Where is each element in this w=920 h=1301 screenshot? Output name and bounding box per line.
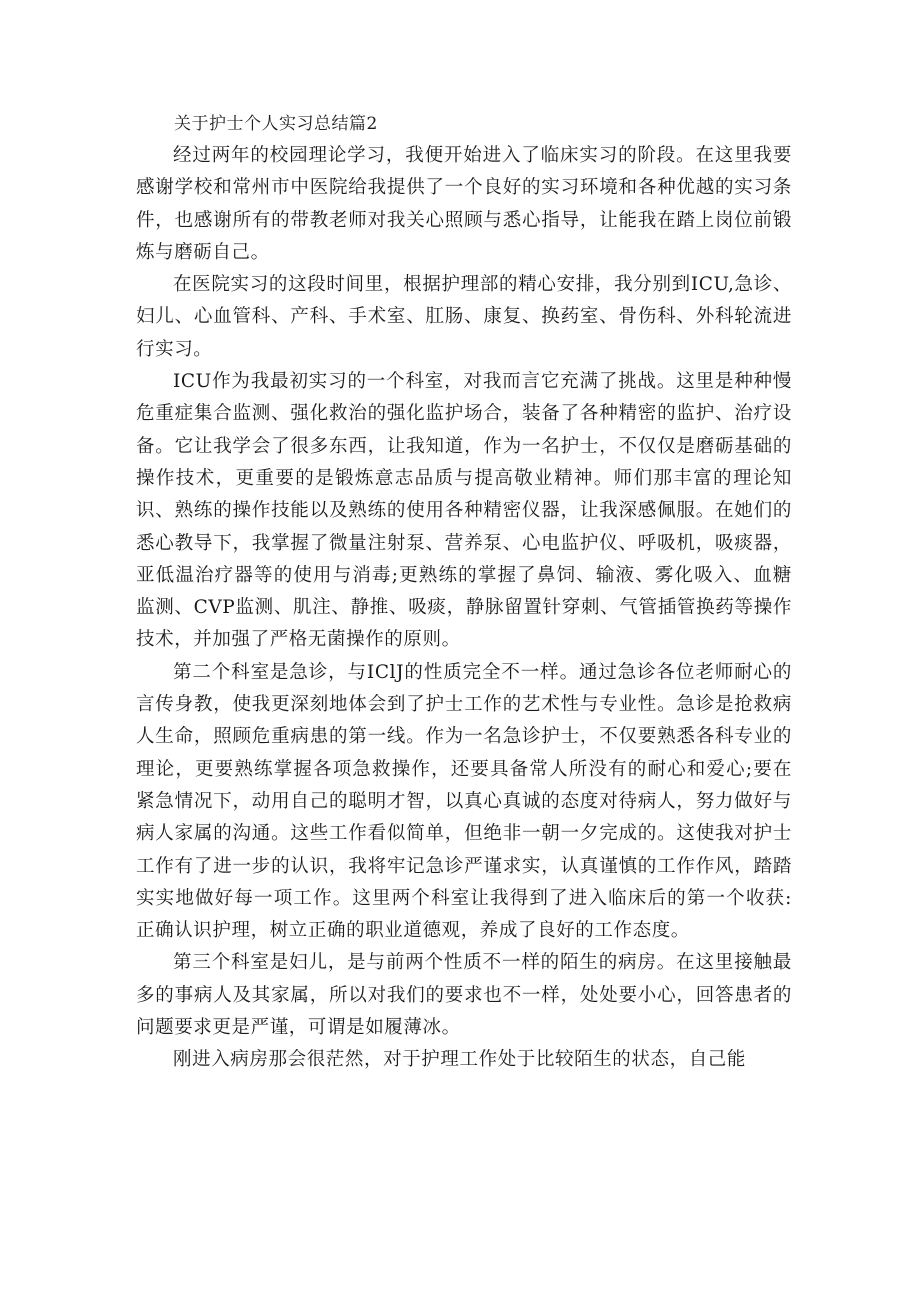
paragraph-ward-entry: 刚进入病房那会很茫然，对于护理工作处于比较陌生的状态，自己能 bbox=[173, 1049, 747, 1071]
paragraph-intro: 经过两年的校园理论学习，我便开始进入了临床实习的阶段。在这里我要感谢学校和常州市中医院给我提供了一个良好的实习环境和各种优越的实习条件，也感谢所有的带教老师对我关心照顾与悉心指导，让能我在踏上岗位前锻炼与磨砺自己。 bbox=[136, 145, 792, 263]
paragraph-emergency: 第二个科室是急诊，与IClJ的性质完全不一样。通过急诊各位老师耐心的言传身教，使我更深刻地体会到了护士工作的艺术性与专业性。急诊是抢救病人生命，照顾危重病患的第一线。作为一名急诊护士，不仅要熟悉各科专业的理论，更要熟练掌握各项急救操作，还要具备常人所没有的耐心和爱心;要在紧急情况下，动用自己的聪明才智，以真心真诚的态度对待病人，努力做好与病人家属的沟通。这些工作看似简单，但绝非一朝一夕完成的。这使我对护士工作有了进一步的认识，我将牢记急诊严谨求实，认真谨慎的工作作风，踏踏实实地做好每一项工作。这里两个科室让我得到了进入临床后的第一个收获:正确认识护理，树立正确的职业道德观，养成了良好的工作态度。 bbox=[136, 661, 792, 942]
paragraph-rotation: 在医院实习的这段时间里，根据护理部的精心安排，我分别到ICU,急诊、妇儿、心血管科、产科、手术室、肛肠、康复、换药室、骨伤科、外科轮流进行实习。 bbox=[136, 274, 792, 360]
document-title: 关于护士个人实习总结篇2 bbox=[174, 114, 378, 134]
paragraph-icu: ICU作为我最初实习的一个科室，对我而言它充满了挑战。这里是种种慢危重症集合监测、强化救治的强化监护场合，装备了各种精密的监护、治疗设备。它让我学会了很多东西，让我知道，作为一名护士，不仅仅是磨砺基础的操作技术，更重要的是锻炼意志品质与提高敬业精神。师们那丰富的理论知识、熟练的操作技能以及熟练的使用各种精密仪器，让我深感佩服。在她们的悉心教导下，我掌握了微量注射泵、营养泵、心电监护仪、呼吸机，吸痰器，亚低温治疗器等的使用与消毒;更熟练的掌握了鼻饲、输液、雾化吸入、血糖监测、CVP监测、肌注、静推、吸痰，静脉留置针穿刺、气管插管换药等操作技术，并加强了严格无菌操作的原则。 bbox=[136, 371, 792, 651]
paragraph-gynecology-pediatrics: 第三个科室是妇儿，是与前两个性质不一样的陌生的病房。在这里接触最多的事病人及其家属，所以对我们的要求也不一样，处处要小心，回答患者的问题要求更是严谨，可谓是如履薄冰。 bbox=[136, 952, 792, 1039]
document-page bbox=[136, 108, 792, 1077]
